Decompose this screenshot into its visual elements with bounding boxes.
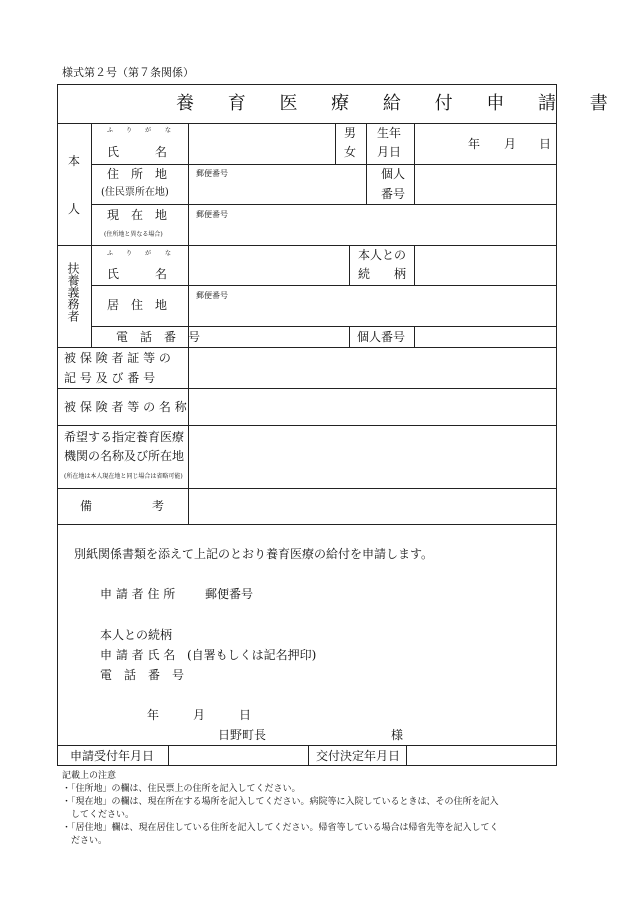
birthdate-label: 生年 bbox=[377, 126, 402, 140]
personal-number-label: 個人番号 bbox=[357, 330, 406, 344]
furigana-label: り bbox=[126, 250, 133, 257]
form-number: 様式第２号（第７条関係） bbox=[62, 66, 194, 79]
received-date-label: 申請受付年月日 bbox=[70, 749, 155, 763]
divider bbox=[91, 285, 557, 286]
notes-heading: 記載上の注意 bbox=[62, 771, 117, 781]
honorific: 様 bbox=[391, 728, 404, 742]
postal-code-label: 郵便番号 bbox=[196, 210, 228, 219]
furigana-label: ふ bbox=[107, 250, 114, 257]
birth-month-label: 月 bbox=[504, 137, 517, 151]
applicant-address-label: 申 請 者 住 所 bbox=[100, 587, 176, 601]
divider bbox=[57, 745, 557, 746]
note-item: ・「居住地」欄は、現在居住している住所を記入してください。帰省等している場合は帰省先等を記入してく bbox=[62, 823, 499, 833]
institution-note: (所在地は本人現在地と同じ場合は省略可能) bbox=[64, 473, 183, 480]
relation-label: 続 柄 bbox=[358, 267, 407, 281]
name-label: 氏 名 bbox=[107, 145, 168, 159]
divider bbox=[414, 326, 415, 347]
divider bbox=[414, 245, 415, 285]
form-title: 養 育 医 療 給 付 申 請 書 bbox=[176, 93, 622, 114]
guardian-name-label: 氏 名 bbox=[107, 267, 168, 281]
applicant-phone-label: 電 話 番 号 bbox=[100, 668, 185, 682]
furigana-label: が bbox=[145, 250, 152, 257]
birth-year-label: 年 bbox=[468, 137, 481, 151]
postal-code-label: 郵便番号 bbox=[205, 587, 254, 601]
sex-female-label: 女 bbox=[344, 145, 357, 159]
address-note: (住民票所在地) bbox=[101, 187, 169, 198]
divider bbox=[57, 488, 557, 489]
postal-code-label: 郵便番号 bbox=[196, 291, 228, 300]
insurance-card-label: 被 保 険 者 証 等 の bbox=[64, 351, 171, 365]
residence-label: 居 住 地 bbox=[107, 298, 168, 312]
section-label-guardian: 扶養義務者 bbox=[66, 262, 80, 322]
divider bbox=[168, 745, 169, 766]
personal-number-label: 番号 bbox=[381, 187, 406, 201]
institution-label: 希望する指定養育医療 bbox=[64, 430, 185, 444]
divider bbox=[349, 245, 350, 285]
divider bbox=[406, 745, 407, 766]
application-day-label: 日 bbox=[239, 708, 252, 722]
institution-label: 機関の名称及び所在地 bbox=[64, 449, 185, 463]
current-location-note: (住所地と異なる場合) bbox=[104, 231, 163, 238]
divider bbox=[57, 245, 557, 246]
divider bbox=[57, 347, 557, 348]
divider bbox=[414, 123, 415, 204]
birthdate-label: 月日 bbox=[377, 145, 402, 159]
furigana-label: が bbox=[145, 127, 152, 134]
personal-number-label: 個人 bbox=[381, 167, 406, 181]
section-label-principal: 本 bbox=[68, 154, 81, 168]
divider bbox=[57, 524, 557, 525]
sex-male-label: 男 bbox=[344, 126, 357, 140]
addressee: 日野町長 bbox=[218, 728, 267, 742]
divider bbox=[91, 204, 557, 205]
note-item: してください。 bbox=[62, 810, 135, 820]
furigana-label: な bbox=[165, 250, 172, 257]
divider bbox=[57, 388, 557, 389]
insurer-name-label: 被 保 険 者 等 の 名 称 bbox=[64, 400, 187, 414]
remarks-label: 備 考 bbox=[80, 499, 165, 513]
section-label-principal: 人 bbox=[68, 202, 81, 216]
divider bbox=[308, 745, 309, 766]
application-month-label: 月 bbox=[193, 708, 206, 722]
divider bbox=[91, 123, 92, 347]
furigana-label: な bbox=[165, 127, 172, 134]
birth-day-label: 日 bbox=[539, 137, 552, 151]
phone-label: 電 話 番 号 bbox=[116, 330, 201, 344]
application-year-label: 年 bbox=[147, 708, 160, 722]
note-item: ・「住所地」の欄は、住民票上の住所を記入してください。 bbox=[62, 784, 301, 794]
furigana-label: ふ bbox=[107, 127, 114, 134]
note-item: ・「現在地」の欄は、現在所在する場所を記入してください。病院等に入院しているときは、その住所を記入 bbox=[62, 797, 499, 807]
postal-code-label: 郵便番号 bbox=[196, 169, 228, 178]
divider bbox=[349, 326, 350, 347]
divider bbox=[188, 123, 189, 524]
insurance-card-label: 記 号 及 び 番 号 bbox=[64, 371, 156, 385]
relation-label: 本人との bbox=[358, 248, 407, 262]
signature-note: (自署もしくは記名押印) bbox=[187, 648, 317, 662]
note-item: ださい。 bbox=[62, 836, 108, 846]
address-label: 住 所 地 bbox=[107, 167, 168, 181]
divider bbox=[91, 164, 557, 165]
decision-date-label: 交付決定年月日 bbox=[316, 749, 401, 763]
divider bbox=[57, 425, 557, 426]
applicant-relation-label: 本人との続柄 bbox=[100, 628, 173, 642]
divider bbox=[366, 123, 367, 204]
applicant-name-label: 申 請 者 氏 名 bbox=[100, 648, 176, 662]
application-statement: 別紙関係書類を添えて上記のとおり養育医療の給付を申請します。 bbox=[74, 547, 434, 561]
divider bbox=[91, 326, 557, 327]
furigana-label: り bbox=[126, 127, 133, 134]
current-location-label: 現 在 地 bbox=[107, 208, 168, 222]
divider bbox=[335, 123, 336, 164]
divider bbox=[57, 123, 557, 124]
